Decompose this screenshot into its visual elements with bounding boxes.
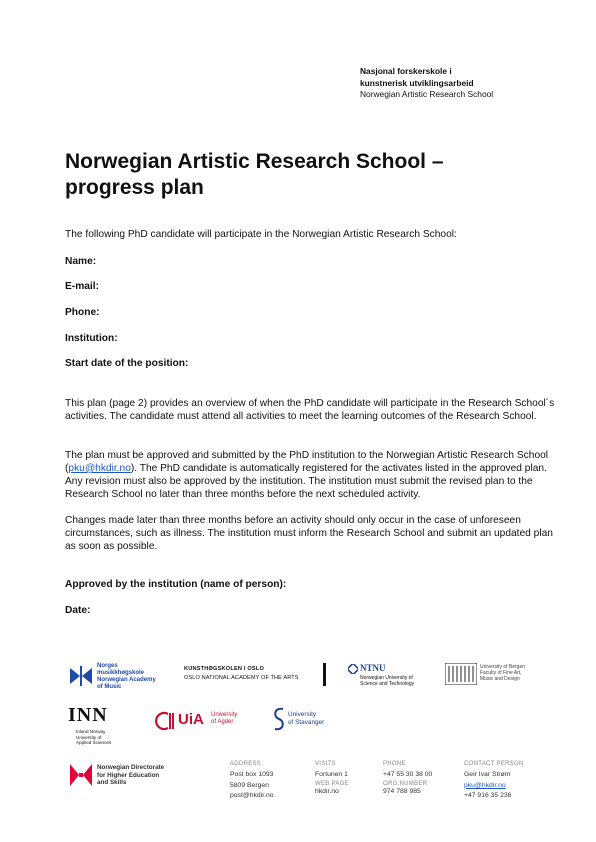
khio-line-2: OSLO NATIONAL ACADEMY OF THE ARTS bbox=[184, 675, 299, 681]
paragraph-overview: This plan (page 2) provides an overview of when the PhD candidate will participate in the Research School´s activities. The candidate must attend all activities to meet the learning outcomes of the Research School. bbox=[65, 398, 555, 422]
document-header bbox=[360, 66, 493, 101]
footer-address-heading: ADDRESS bbox=[230, 761, 262, 767]
ntnu-text bbox=[360, 675, 414, 687]
footer-webpage-line: hkdir.no bbox=[315, 787, 339, 795]
uia-name: UiA bbox=[178, 711, 204, 728]
inn-line-3: Applied Sciences bbox=[76, 740, 112, 746]
ntnu-name: NTNU bbox=[360, 663, 386, 673]
intro-text: The following PhD candidate will participate in the Norwegian Artistic Research School: bbox=[65, 229, 457, 240]
footer-address-line-1: Post box 1093 bbox=[230, 771, 274, 778]
email-label: E-mail: bbox=[65, 281, 99, 292]
hkdir-line-3: and Skills bbox=[97, 779, 127, 786]
paragraph-approval-end: ). The PhD candidate is automatically registered for the activates listed in the approved plan. Any revision must also be approved by the institution. The institution must submit the revised plan to the Research School no later than three months before the next scheduled activity. bbox=[65, 462, 547, 500]
footer-visits-heading: VISITS bbox=[315, 761, 336, 767]
uis-line-1: University bbox=[288, 711, 317, 718]
uib-logo bbox=[445, 663, 535, 685]
footer-contact-heading: CONTACT PERSON bbox=[464, 761, 524, 767]
hkdir-text bbox=[97, 764, 164, 787]
uia-line-1: University bbox=[211, 712, 238, 718]
phone-label: Phone: bbox=[65, 307, 100, 318]
uis-text bbox=[288, 711, 324, 726]
nmh-line-1: Norges bbox=[97, 663, 118, 669]
uib-line-1: University of Bergen bbox=[480, 664, 526, 670]
uia-line-2: of Agder bbox=[211, 719, 234, 725]
uia-logo bbox=[154, 709, 249, 733]
footer-address-line-3: post@hkdir.no bbox=[230, 792, 274, 800]
hkdir-line-2: for Higher Education bbox=[97, 771, 160, 779]
inn-line-2: University of bbox=[76, 734, 102, 740]
uia-mark-icon bbox=[154, 710, 174, 732]
ntnu-line-2: Science and Technology bbox=[360, 681, 415, 687]
footer-phone-heading: PHONE bbox=[383, 761, 406, 767]
footer-visits bbox=[315, 761, 375, 797]
uis-logo bbox=[272, 706, 352, 732]
footer-visits-line-1: Fortunen 1 bbox=[315, 771, 348, 778]
footer-phone bbox=[383, 761, 453, 797]
uia-text bbox=[211, 712, 237, 726]
logo-divider bbox=[323, 663, 326, 686]
inn-mark-icon: INN bbox=[68, 704, 108, 726]
email-link[interactable]: pku@hkdir.no bbox=[68, 462, 131, 474]
paragraph-approval-start: The plan must be approved and submitted by the PhD institution to the Norwegian Artistic Research School ( bbox=[65, 450, 549, 474]
footer-contact-name: Geir Ivar Strøm bbox=[464, 771, 511, 778]
footer-phone-line: +47 55 30 38 00 bbox=[383, 771, 433, 778]
nmh-line-4: of Music bbox=[97, 684, 122, 690]
header-line-1: Nasjonal forskerskole i bbox=[360, 66, 452, 76]
header-line-3: Norwegian Artistic Research School bbox=[360, 89, 494, 99]
uis-mark-icon bbox=[272, 706, 286, 732]
name-label: Name: bbox=[65, 256, 97, 267]
header-line-2: kunstnerisk utviklingsarbeid bbox=[360, 77, 474, 88]
inn-text bbox=[68, 729, 128, 746]
nmh-line-3: Norwegian Academy bbox=[97, 677, 156, 683]
footer-orgnumber-heading: ORG.NUMBER bbox=[383, 780, 428, 787]
khio-line-1: KUNSTHØGSKOLEN I OSLO bbox=[184, 666, 265, 672]
nmh-text bbox=[97, 663, 156, 691]
nmh-line-2: musikkhøgskole bbox=[97, 670, 145, 676]
nmh-logo bbox=[70, 663, 170, 691]
footer-contact bbox=[464, 761, 554, 802]
ntnu-line-1: Norwegian University of bbox=[360, 675, 413, 681]
hkdir-logo bbox=[70, 762, 200, 788]
date-label: Date: bbox=[65, 605, 91, 616]
page-title bbox=[65, 149, 535, 201]
hkdir-mark-icon bbox=[70, 764, 92, 786]
paragraph-changes: Changes made later than three months before an activity should only occur in the case of unforeseen circumstances, such as illness. The institution must inform the Research School and submit an updated plan as soon as possible. bbox=[65, 515, 553, 552]
title-line-1: Norwegian Artistic Research School – bbox=[65, 150, 444, 173]
footer-contact-phone: +47 916 35 236 bbox=[464, 792, 512, 800]
approved-by-label: Approved by the institution (name of person): bbox=[65, 579, 287, 590]
institution-label: Institution: bbox=[65, 333, 118, 344]
inn-logo bbox=[68, 704, 128, 746]
ntnu-mark-icon bbox=[348, 664, 358, 674]
khio-logo bbox=[184, 666, 324, 681]
footer-contact-email-link[interactable]: pku@hkdir.no bbox=[464, 781, 506, 789]
uib-crest-icon bbox=[445, 663, 477, 685]
uib-line-3: Music and Design bbox=[480, 676, 520, 682]
footer-webpage-heading: WEB PAGE bbox=[315, 780, 349, 787]
uib-line-2: Faculty of Fine Art, bbox=[480, 670, 522, 676]
inn-line-1: Inland Norway bbox=[76, 729, 106, 734]
footer-address bbox=[230, 761, 300, 802]
hkdir-line-1: Norwegian Directorate bbox=[97, 764, 165, 771]
uis-line-2: of Stavanger bbox=[288, 718, 325, 726]
footer-orgnumber-line: 974 788 985 bbox=[383, 787, 421, 795]
paragraph-approval bbox=[65, 450, 560, 502]
footer-address-line-2: 5809 Bergen bbox=[230, 781, 269, 789]
uib-text bbox=[480, 664, 525, 682]
nmh-mark-icon bbox=[70, 666, 92, 686]
title-line-2: progress plan bbox=[65, 176, 204, 199]
start-date-label: Start date of the position: bbox=[65, 358, 189, 369]
